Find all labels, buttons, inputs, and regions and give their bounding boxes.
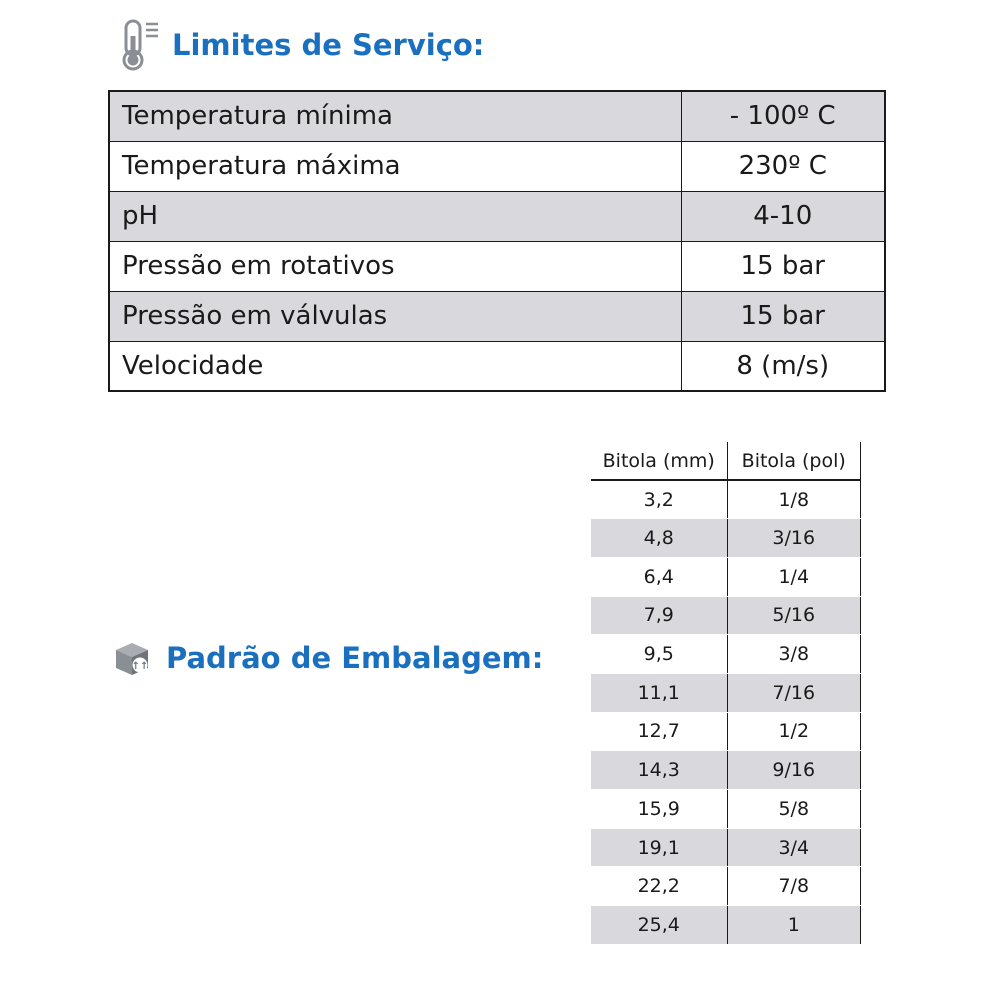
gauge-pol-cell: 5/16: [727, 596, 861, 635]
packaging-row: [591, 635, 861, 674]
limit-parameter: Temperatura mínima: [109, 91, 681, 141]
service-limits-title: Limites de Serviço:: [172, 28, 485, 62]
service-limits-header: [118, 18, 484, 72]
packaging-row: [591, 712, 861, 751]
gauge-mm-cell: 4,8: [591, 519, 727, 558]
gauge-mm-cell: 6,4: [591, 557, 727, 596]
gauge-mm-cell: 19,1: [591, 828, 727, 867]
gauge-mm-cell: 22,2: [591, 867, 727, 906]
gauge-mm-cell: 3,2: [591, 480, 727, 519]
svg-text:↑↑: ↑↑: [131, 661, 149, 672]
service-limits-table: [108, 90, 886, 392]
packaging-row: [591, 673, 861, 712]
gauge-pol-cell: 1/8: [727, 480, 861, 519]
limit-parameter: Pressão em rotativos: [109, 241, 681, 291]
package-box-icon: [112, 638, 152, 678]
packaging-row: [591, 480, 861, 519]
packaging-row: [591, 596, 861, 635]
gauge-mm-cell: 15,9: [591, 790, 727, 829]
limits-row: [109, 141, 885, 191]
gauge-pol-cell: 5/8: [727, 790, 861, 829]
limits-row: [109, 241, 885, 291]
gauge-pol-cell: 3/4: [727, 828, 861, 867]
packaging-row: [591, 790, 861, 829]
gauge-mm-cell: 12,7: [591, 712, 727, 751]
packaging-row: [591, 519, 861, 558]
gauge-pol-cell: 3/16: [727, 519, 861, 558]
limit-parameter: pH: [109, 191, 681, 241]
limit-parameter: Velocidade: [109, 341, 681, 391]
thermometer-icon: [118, 18, 162, 72]
limit-value: - 100º C: [681, 91, 885, 141]
packaging-row: [591, 557, 861, 596]
limit-value: 15 bar: [681, 241, 885, 291]
limit-value: 230º C: [681, 141, 885, 191]
column-header-mm: Bitola (mm): [591, 442, 727, 480]
gauge-pol-cell: 9/16: [727, 751, 861, 790]
packaging-header-row: [591, 442, 861, 480]
packaging-header: [112, 635, 543, 681]
limit-parameter: Pressão em válvulas: [109, 291, 681, 341]
limit-value: 8 (m/s): [681, 341, 885, 391]
packaging-row: [591, 751, 861, 790]
limits-row: [109, 191, 885, 241]
gauge-mm-cell: 14,3: [591, 751, 727, 790]
gauge-pol-cell: 1: [727, 906, 861, 945]
gauge-pol-cell: 1/2: [727, 712, 861, 751]
gauge-mm-cell: 11,1: [591, 673, 727, 712]
packaging-row: [591, 828, 861, 867]
limits-row: [109, 91, 885, 141]
gauge-pol-cell: 1/4: [727, 557, 861, 596]
limits-row: [109, 291, 885, 341]
packaging-row: [591, 906, 861, 945]
gauge-mm-cell: 7,9: [591, 596, 727, 635]
column-header-pol: Bitola (pol): [727, 442, 861, 480]
limit-value: 15 bar: [681, 291, 885, 341]
limit-parameter: Temperatura máxima: [109, 141, 681, 191]
packaging-table: [591, 442, 861, 945]
packaging-row: [591, 867, 861, 906]
packaging-title: Padrão de Embalagem:: [166, 641, 544, 675]
limit-value: 4-10: [681, 191, 885, 241]
gauge-mm-cell: 9,5: [591, 635, 727, 674]
gauge-pol-cell: 7/8: [727, 867, 861, 906]
gauge-mm-cell: 25,4: [591, 906, 727, 945]
limits-row: [109, 341, 885, 391]
gauge-pol-cell: 7/16: [727, 673, 861, 712]
gauge-pol-cell: 3/8: [727, 635, 861, 674]
